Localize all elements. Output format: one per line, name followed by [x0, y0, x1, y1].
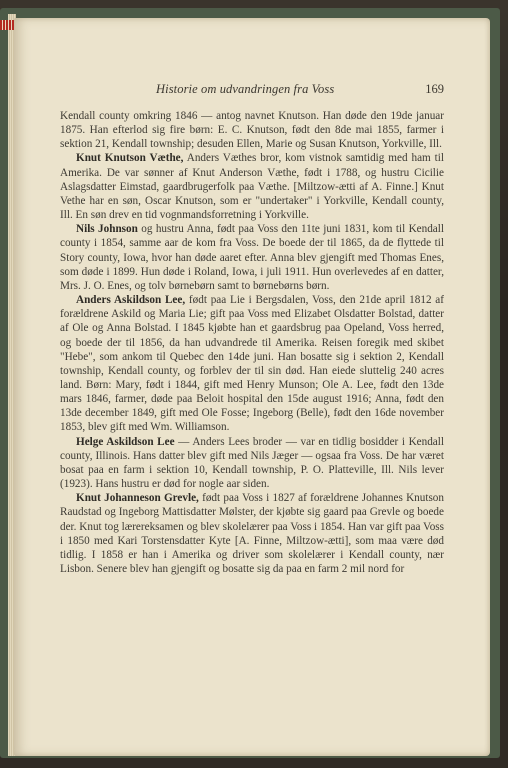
paragraph-lead-name: Knut Johanneson Grevle, — [76, 492, 199, 505]
paragraph: Knut Johanneson Grevle, født paa Voss i 1827 af forældrene Johannes Knutson Raudstad og Ingeborg Mattisdatter Mølster, der kjøbte sig gaard paa Grevle og boede der. Knut tog lærereksamen og blev skolelærer paa Voss i 1854. Han var gift paa Voss i 1850 med Kari Torstensdatter Kyte [A. Finne, Miltzow-ætti], som maa være død tidlig. I 1858 er han i Amerika og driver som skolelærer i Kendall county, nær Lisbon. Senere blev han gjengift og bosatte sig da paa en farm 2 mil nord for — [60, 492, 444, 575]
paragraph: Knut Knutson Væthe, Anders Væthes bror, kom vistnok samtidig med ham til Amerika. De var sønner af Knut Anderson Væthe, født i 1788, og hustru Cicilie Aslagsdatter Eimstad, gaardbrugerfolk paa Væthe. [Miltzow-ætti af A. Finne.] Knut Vethe har en søn, Oscar Knutson, som er "undertaker" i Yorkville, Kendall county, Ill. En søn drev en tid vognmandsforretning i Yorkville. — [60, 152, 444, 222]
paragraph: Helge Askildson Lee — Anders Lees broder — var en tidlig bosidder i Kendall county, Illinois. Hans datter blev gift med Nils Jæger — ogsaa fra Voss. De har været bosat paa en farm i sektion 10, Kendall township, P. O. Platteville, Ill. Nils lever (1923). Hans hustru er død for nogle aar siden. — [60, 435, 444, 491]
running-title: Historie om udvandringen fra Voss — [156, 82, 335, 96]
bookmark-ribbon — [0, 20, 14, 30]
page-header — [60, 82, 444, 100]
paragraph-lead-name: Anders Askildson Lee, — [76, 294, 186, 307]
paragraph: Anders Askildson Lee, født paa Lie i Bergsdalen, Voss, den 21de april 1812 af forældrene Askild og Maria Lie; gift paa Voss med Elizabet Olsdatter Bolstad, datter af Ole og Anna Bolstad. I 1845 kjøbte han et gaardsbrug paa Opeland, Voss herred, og boede der til 1856, da han udvandrede til Amerika. Reisen foregik med skibet "Hebe", som ankom til Quebec den 14de juni. Han bosatte sig i sektion 2, Kendall township, Kendall county, og forblev der til sin død. Han eiede sluttelig 240 acres land. Børn: Mary, født i 1844, gift med Henry Munson; Ole A. Lee, født den 13de mars 1846, farmer, døde paa Beloit hospital den 15de august 1916; Anna, født den 13de december 1849, gift med Ole Fosse; Ingeborg (Belle), født den 16de november 1853, blev gift med Wm. Williamson. — [60, 294, 444, 434]
paragraph-lead-name: Helge Askildson Lee — [76, 435, 175, 448]
paragraph: Kendall county omkring 1846 — antog navnet Knutson. Han døde den 19de januar 1875. Han efterlod sig fire børn: E. C. Knutson, født den 8de mai 1855, farmer i sektion 21, Kendall township; desuden Ellen, Marie og Susan Knutson, Yorkville, Ill. — [60, 110, 444, 151]
paragraph: Nils Johnson og hustru Anna, født paa Voss den 11te juni 1831, kom til Kendall county i 1854, samme aar de kom fra Voss. De boede der til 1865, da de flyttede til Story county, Iowa, hvor han døde aaret efter. Anna blev gjengift med Thomas Enes, som døde i 1899. Hun døde i Roland, Iowa, i juli 1911. Hun overlevedes af en datter, Mrs. J. O. Enes, og tolv børnebørn samt to børnebørns børn. — [60, 223, 444, 292]
paragraph-lead-name: Knut Knutson Væthe, — [76, 152, 184, 165]
body-text — [60, 109, 444, 576]
page-number: 169 — [425, 82, 444, 96]
paragraph-lead-name: Nils Johnson — [76, 223, 138, 236]
